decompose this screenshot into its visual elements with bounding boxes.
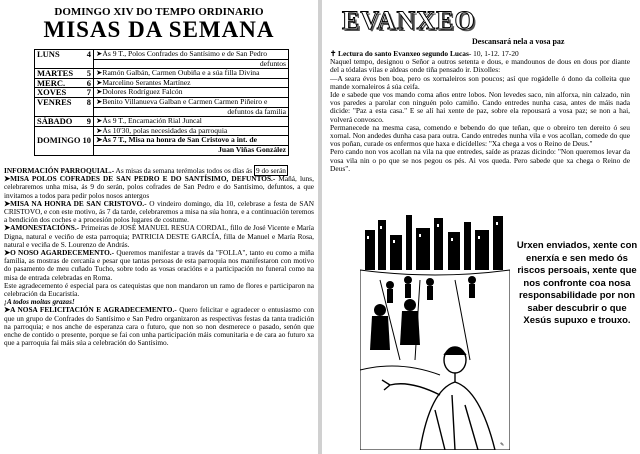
- reading-paragraph: Pero cando non vos acollan na vila na que entredes, saíde as prazas dicindo: "Non queremos levar da vosa vila nin o po que se nos pegou os pés. Ai vos queda. Pero sabede que xa chega o Reino de Deus".: [330, 147, 630, 173]
- jesus-sending-disciples-illustration: [360, 210, 510, 450]
- info-time: 9 do serán: [255, 166, 286, 175]
- day-cell: VENRES 8: [35, 97, 94, 116]
- info-paragraph: INFORMACIÓN PARROQUIAL.- As misas da semana terémolas todos os días ás 9 do serán: [4, 166, 286, 175]
- weekly-masses-heading: MISAS DA SEMANA: [43, 17, 275, 42]
- reflection-quote: Urxen enviados, xente con enerxía e sen medo ós riscos persoais, xente que nos confronte coa nosa responsabilidade por non saber descubrir o que Xesús supuxo e trouxo.: [516, 240, 638, 326]
- day-cell: MERC. 6: [35, 78, 94, 88]
- mass-cell: ➤Dolores Rodríguez Falcón: [94, 88, 289, 98]
- mass-cell: ➤Ás 10'30, polas necesidades da parroquia: [94, 126, 289, 136]
- svg-text:✎: ✎: [500, 442, 505, 448]
- evanxeo-subtitle: Descansará nela a vosa paz: [472, 37, 565, 46]
- day-cell: DOMINGO 10: [35, 126, 94, 155]
- sunday-title: DOMINGO XIV DO TEMPO ORDINARIO: [54, 6, 264, 18]
- mass-schedule-table: [34, 49, 289, 156]
- reading-paragraph: —A seara évos ben boa, pero os xornaleiros son poucos; así que rogádelle ó dono da colleita que mande xornaleiros á súa ceifa.: [330, 73, 630, 91]
- day-cell: LUNS 4: [35, 50, 94, 69]
- mass-extra: defuntos da familia: [94, 107, 289, 117]
- mass-cell: ➤Ás 7 T., Misa na honra de San Cristovo a int. de: [94, 136, 289, 146]
- section-thanks: ¡A todos moitas grazas!: [4, 297, 75, 307]
- mass-extra: Juan Viñas González: [94, 145, 289, 155]
- mass-cell: ➤Ramón Galbán, Carmen Oubiña e a súa filla Divina: [94, 69, 289, 79]
- section-cofrades: ➤MISA POLOS COFRADES DE SAN PEDRO E DO SANTÍSIMO, DEFUNTOS.- Mañá, luns, celebraremos unha misa, ás 9 do serán, polos cofrades de San Pedro e do Santísimo, defuntos, a que invitamos a todos para pedir polos nosos antergos: [4, 174, 314, 200]
- section-san-cristovo: ➤MISA NA HONRA DE SAN CRISTOVO.- O vindeiro domingo, día 10, celebrase a festa de SAN CRISTOVO, e con este motivo, ás 7 da tarde, celebraremos a misa na súa honra, e a continuación teremos a bendición dos coches e a procesión polos lugares de costume.: [4, 198, 315, 225]
- schedule-row-luns: [35, 50, 289, 60]
- mass-cell: ➤Marcelino Serantes Martínez: [94, 78, 289, 88]
- section-agradecemento: ➤O NOSO AGARDECEMENTO.- Queremos manifestar a través da "FOLLA", tanto eu como a miña familia, as mostras de cercanía e pesar que tantas persoas de esta parroquia nos manifestaron con motivo do pasamento de meu cuñado Tucho, sobre todo as vosas oracións e a participación no funeral como na misa de entrada celebradas en Roma.: [4, 248, 315, 282]
- day-cell: XOVES 7: [35, 88, 94, 98]
- mass-cell: ➤Benito Villanueva Galban e Carmen Carmen Piñeiro e: [94, 97, 289, 107]
- reading-paragraph: Permanecede na mesma casa, comendo e bebendo do que teñan, que o obreiro ten dereito ó seu xornal. Non andedes dunha casa para outra. Cando entredes nunha vila e vos acollan, comede do que vos poñan, curade os enfermos que haxa e dicídelles: "Xa chega a vos o Reino de Deus.": [330, 122, 630, 149]
- evanxeo-title: EVANXEO: [342, 6, 476, 35]
- reading-paragraph: Naquel tempo, designou o Señor a outros setenta e dous, e mandounos de dous en dous por diante del a tódalas vilas e aldeas onde tiña pensado ir. Dixolles:: [330, 57, 630, 75]
- mass-cell: ➤Ás 9 T., Encarnación Rial Juncal: [94, 117, 289, 127]
- day-cell: MARTES 5: [35, 69, 94, 79]
- schedule-row-venres: [35, 97, 289, 107]
- section-felicitacion: ➤A NOSA FELICITACIÓN E AGRADECEMENTO.- Quero felicitar e agradecer o entusiasmo con que un grupo de Confrades do Santísimo e San Pedro organizaron as respectivas festas da tanta tradición na parroquia; e nos anche de esperanza cara o futuro, que non so non desmerece o pasado, senón que enche de contido o presente, porque se fai con unha participación máis comunitaria e de cara ao futuro xa que a parroquia fai máis súa a celebración do Santísimo.: [4, 305, 315, 348]
- section-amonestacions: ➤AMONESTACIÓNS.- Primeiras de JOSÉ MANUEL RESUA CORDAL, fillo de José Vicente e María Digna, natural e veciño de esta parroquia; PATRICIA DESTE GARCÍA, filla de Manuel e María Rosa, natural e veciña de S. Lourenzo de András.: [4, 223, 314, 249]
- mass-extra: defuntos: [94, 59, 289, 69]
- section-catequistas: Este agradecemento é especial para os catequistas que non mandaron un ramo de flores e participaron na celebración da Eucaristía.: [4, 280, 314, 299]
- gospel-reading: [330, 50, 630, 173]
- right-page: [322, 0, 640, 454]
- day-cell: SÁBADO 9: [35, 117, 94, 127]
- reading-heading: ✝ Lectura do santo Evanxeo segundo Lucas- 10, 1-12. 17-20: [330, 49, 519, 58]
- mass-cell: ➤Ás 9 T., Polos Confrades do Santísimo e de San Pedro: [94, 50, 289, 60]
- reading-paragraph: Ide e sabede que vos mando coma años entre lobos. Non levedes saco, nin alforxa, nin calzado, nin vos paredes a parolar con ninguén polo camiño. Cando entredes nunha casa, antes de máis nada dicide: "Paz a esta casa." E se alí hai xente de paz, sobre ela repousará a vosa paz; se non a hai, volverá convosco.: [330, 90, 630, 124]
- parish-info: [4, 167, 314, 347]
- left-page: [0, 0, 318, 454]
